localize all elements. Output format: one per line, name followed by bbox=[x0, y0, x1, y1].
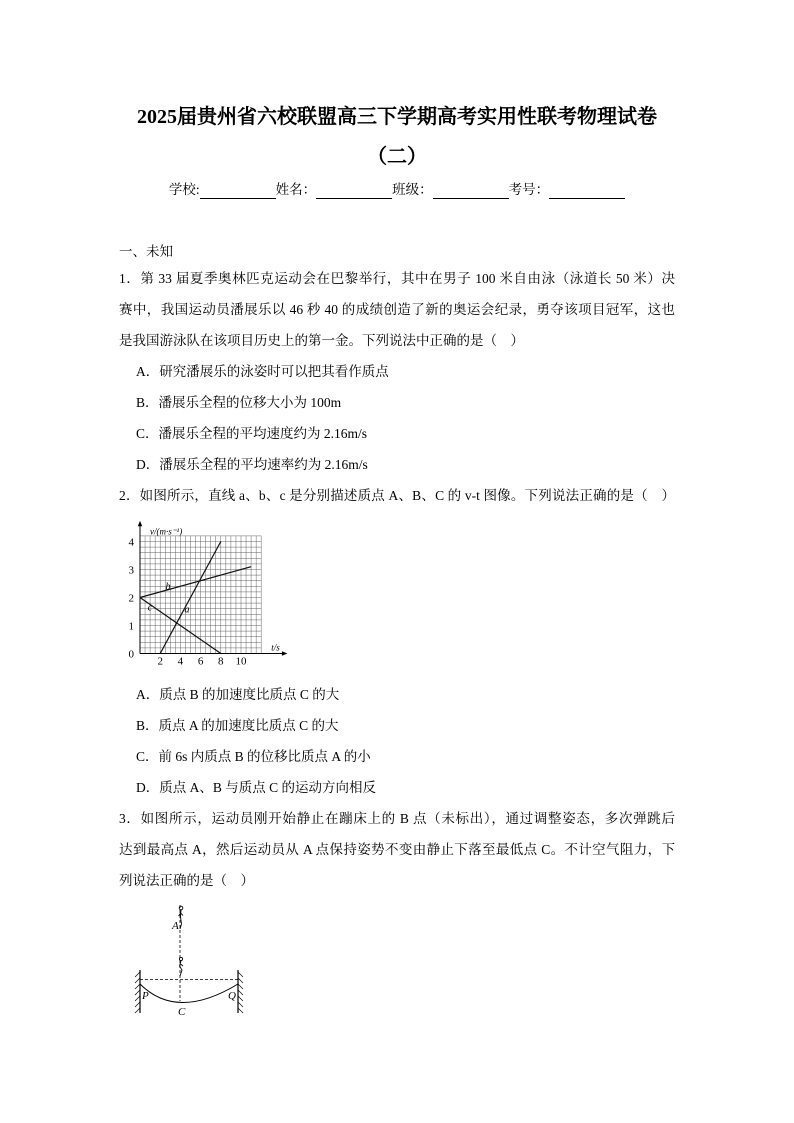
trampoline-figure bbox=[119, 896, 675, 1026]
x-tick-label: 2 bbox=[157, 655, 163, 667]
section-title: 一、未知 bbox=[119, 243, 173, 259]
question-stem-line: 赛中，我国运动员潘展乐以 46 秒 40 的成绩创造了新的奥运会纪录，勇夺该项目冠军，这也 bbox=[119, 301, 675, 317]
x-axis-label: t/s bbox=[271, 642, 280, 652]
name-label: 姓名： bbox=[275, 182, 317, 197]
question-stem-line: 1．第 33 届夏季奥林匹克运动会在巴黎举行，其中在男子 100 米自由泳（泳道长 50 米）决 bbox=[119, 270, 675, 286]
exam-body bbox=[119, 236, 675, 1026]
x-tick-label: 4 bbox=[177, 655, 184, 667]
question-stem-line: 3．如图所示，运动员刚开始静止在蹦床上的 B 点（未标出），通过调整姿态，多次弹跳后 bbox=[119, 810, 675, 826]
vt-graph bbox=[119, 511, 291, 679]
class-label: 班级： bbox=[392, 182, 433, 197]
point-p-label: P bbox=[142, 989, 149, 1002]
option-c: C．潘展乐全程的平均速度约为 2.16m/s bbox=[136, 425, 368, 441]
question-stem-line: 2．如图所示，直线 a、b、c 是分别描述质点 A、B、C 的 v-t 图像。下列说法正确的是（ ） bbox=[119, 487, 675, 503]
question-stem-line: 列说法正确的是（ ） bbox=[119, 872, 254, 888]
left-wall-hatching bbox=[135, 972, 140, 1013]
option-d: D．质点 A、B 与质点 C 的运动方向相反 bbox=[136, 779, 377, 795]
question-stem-line: 达到最高点 A，然后运动员从 A 点保持姿势不变由静止下落至最低点 C。不计空气阻力，下 bbox=[119, 841, 675, 857]
y-tick-label: 4 bbox=[128, 536, 134, 548]
option-d: D．潘展乐全程的平均速率约为 2.16m/s bbox=[136, 456, 368, 472]
x-tick-label: 8 bbox=[218, 655, 224, 667]
exam-title: 2025届贵州省六校联盟高三下学期高考实用性联考物理试卷 bbox=[137, 106, 657, 128]
question-2 bbox=[119, 480, 675, 803]
school-label: 学校: bbox=[168, 182, 200, 197]
y-axis-arrow bbox=[138, 520, 142, 526]
athlete-middle-figure bbox=[179, 957, 183, 976]
question-3 bbox=[119, 803, 675, 1026]
option-b: B．潘展乐全程的位移大小为 100m bbox=[136, 394, 342, 410]
exam-id-label: 考号： bbox=[508, 182, 550, 197]
option-c: C．前 6s 内质点 B 的位移比质点 A 的小 bbox=[136, 748, 371, 764]
y-axis-label: v/(m·s⁻¹) bbox=[150, 526, 183, 536]
y-tick-label: 1 bbox=[128, 620, 134, 632]
question-stem-line: 是我国游泳队在该项目历史上的第一金。下列说法中正确的是（ ） bbox=[119, 332, 524, 348]
series-label-a: a bbox=[184, 604, 190, 616]
name-blank bbox=[316, 181, 392, 199]
y-tick-label: 2 bbox=[128, 592, 134, 604]
student-info-row bbox=[0, 178, 794, 202]
x-tick-label: 6 bbox=[197, 655, 204, 667]
athlete-top-figure bbox=[179, 906, 184, 929]
trampoline-stretched-curve bbox=[140, 984, 238, 1003]
series-label-b: b bbox=[165, 581, 171, 593]
point-q-label: Q bbox=[228, 989, 236, 1002]
x-tick-label: 10 bbox=[235, 655, 247, 667]
trampoline-diagram bbox=[125, 896, 255, 1026]
vt-graph-figure bbox=[119, 511, 675, 679]
option-a: A．研究潘展乐的泳姿时可以把其看作质点 bbox=[136, 363, 389, 379]
y-tick-label: 0 bbox=[128, 648, 134, 660]
right-wall-hatching bbox=[238, 972, 243, 1013]
class-blank bbox=[433, 181, 509, 199]
point-c-label: C bbox=[178, 1005, 186, 1018]
option-a: A．质点 B 的加速度比质点 C 的大 bbox=[136, 686, 340, 702]
school-blank bbox=[200, 181, 276, 199]
y-tick-label: 3 bbox=[128, 564, 134, 576]
question-1 bbox=[119, 263, 675, 480]
x-axis-arrow bbox=[282, 651, 288, 655]
option-b: B．质点 A 的加速度比质点 C 的大 bbox=[136, 717, 339, 733]
exam-subtitle: （二） bbox=[367, 146, 427, 168]
exam-id-blank bbox=[549, 181, 625, 199]
point-a-label: A bbox=[172, 919, 179, 932]
series-label-c: c bbox=[147, 602, 153, 614]
